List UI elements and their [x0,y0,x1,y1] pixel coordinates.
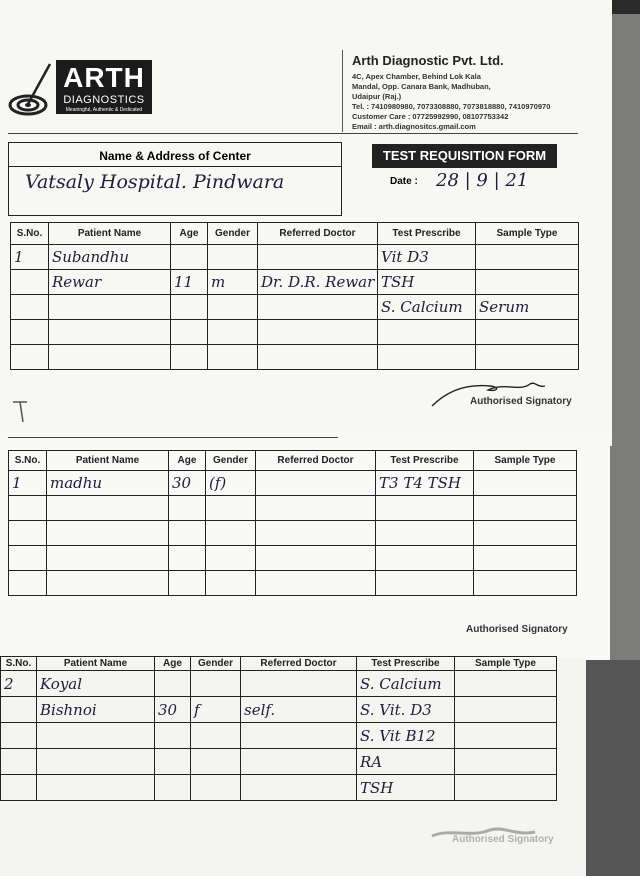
header-referred-doctor: Referred Doctor [256,451,376,471]
sheet-fold-line [8,437,338,438]
cell-test-prescribe: TSH [378,270,476,295]
cell-test-prescribe: T3 T4 TSH [376,471,474,496]
cell-test-prescribe: S. Calcium [357,671,455,697]
center-label: Name & Address of Center [99,149,251,163]
date-value: 28 | 9 | 21 [436,170,529,191]
cell-patient-name [47,546,169,571]
cell-sno: 1 [11,245,49,270]
cell-patient-name [37,749,155,775]
header-divider [342,50,343,132]
authorised-signatory-3: Authorised Signatory [452,834,554,845]
cell-gender [206,546,256,571]
table-row [9,496,577,521]
cell-age [155,749,191,775]
cell-referred-doctor [241,749,357,775]
requisition-form-sheet-1 [0,0,612,446]
table-row [9,546,577,571]
header-gender: Gender [191,657,241,671]
cell-gender [208,245,258,270]
header-test-prescribe: Test Prescribe [378,223,476,245]
cell-test-prescribe [376,521,474,546]
table-row [9,521,577,546]
cell-test-prescribe [378,320,476,345]
header-patient-name: Patient Name [47,451,169,471]
address-line: Tel. : 7410980980, 7073308880, 7073818880, 7410970970 [352,102,551,111]
cell-sno [9,571,47,596]
table-row [1,749,557,775]
table-row [11,245,579,270]
cell-sno [11,320,49,345]
cell-age [171,345,208,370]
cell-patient-name [47,571,169,596]
address-line: Email : arth.diagnositcs.gmail.com [352,122,476,131]
cell-patient-name [49,345,171,370]
cell-referred-doctor [258,295,378,320]
table-row [1,775,557,801]
cell-test-prescribe: RA [357,749,455,775]
header-patient-name: Patient Name [37,657,155,671]
center-divider [9,166,341,167]
table-row [1,697,557,723]
header-sno: S.No. [11,223,49,245]
cell-age: 30 [169,471,206,496]
cell-age [171,320,208,345]
header-rule [8,133,578,134]
cell-patient-name [37,775,155,801]
cell-test-prescribe [376,546,474,571]
cell-sample-type [476,345,579,370]
cell-referred-doctor [258,320,378,345]
cell-test-prescribe: S. Vit. D3 [357,697,455,723]
cell-sample-type [476,245,579,270]
table-row [9,571,577,596]
cell-test-prescribe: TSH [357,775,455,801]
cell-gender: (f) [206,471,256,496]
cell-sno [11,270,49,295]
cell-gender [191,775,241,801]
cell-gender: m [208,270,258,295]
cell-test-prescribe: S. Vit B12 [357,723,455,749]
cell-sno [11,345,49,370]
cell-sno [1,749,37,775]
cell-age [169,496,206,521]
cell-sample-type [455,723,557,749]
header-test-prescribe: Test Prescribe [357,657,455,671]
header-referred-doctor: Referred Doctor [258,223,378,245]
cell-sample-type [474,521,577,546]
cell-referred-doctor [258,345,378,370]
cell-sno [9,496,47,521]
cell-sample-type [455,697,557,723]
cell-patient-name: Rewar [49,270,171,295]
cell-sample-type [455,671,557,697]
cell-age [169,546,206,571]
cell-referred-doctor: Dr. D.R. Rewar [258,270,378,295]
cell-gender [191,723,241,749]
address-line: Udaipur (Raj.) [352,92,402,101]
cell-age [171,245,208,270]
cell-sno [1,723,37,749]
requisition-form-sheet-3 [0,658,586,876]
cell-test-prescribe [376,571,474,596]
address-line: Customer Care : 07725992990, 08107753342 [352,112,509,121]
cell-gender [206,521,256,546]
table-row [11,295,579,320]
cell-referred-doctor [258,245,378,270]
cell-referred-doctor [241,775,357,801]
target-logo-icon [8,60,52,120]
authorised-signatory-2: Authorised Signatory [466,624,568,635]
cell-gender: f [191,697,241,723]
table-row [1,723,557,749]
cell-age: 11 [171,270,208,295]
cell-gender [206,496,256,521]
cell-test-prescribe [378,345,476,370]
table-row [9,471,577,496]
cell-sno [11,295,49,320]
cell-age [169,571,206,596]
table-row [11,270,579,295]
cell-patient-name [49,320,171,345]
cell-sample-type [455,749,557,775]
logo-tagline: Meaningful, Authentic & Dedicated [65,107,143,113]
header-referred-doctor: Referred Doctor [241,657,357,671]
cell-age [169,521,206,546]
cell-test-prescribe: Vit D3 [378,245,476,270]
cell-sno [1,775,37,801]
cell-age [155,671,191,697]
cell-referred-doctor: self. [241,697,357,723]
cell-sample-type [474,496,577,521]
company-name: Arth Diagnostic Pvt. Ltd. [352,53,504,68]
cell-sno [9,521,47,546]
company-address [352,72,592,132]
cell-patient-name [37,723,155,749]
header-gender: Gender [206,451,256,471]
header-sno: S.No. [9,451,47,471]
center-value: Vatsaly Hospital. Pindwara [25,171,285,193]
table-header-row [9,451,577,471]
cell-gender [208,295,258,320]
table-row [11,320,579,345]
cell-referred-doctor [241,723,357,749]
cell-sno: 1 [9,471,47,496]
cell-age [155,723,191,749]
company-logo [56,60,152,114]
header-gender: Gender [208,223,258,245]
cell-sno [9,546,47,571]
header-sample-type: Sample Type [455,657,557,671]
table-row [11,345,579,370]
authorised-signatory-1: Authorised Signatory [470,396,572,407]
cell-gender [208,345,258,370]
cell-sample-type [474,471,577,496]
cell-patient-name [47,496,169,521]
cell-test-prescribe: S. Calcium [378,295,476,320]
header-age: Age [171,223,208,245]
cell-gender [191,749,241,775]
cell-sample-type [476,320,579,345]
cell-test-prescribe [376,496,474,521]
center-box [8,142,342,216]
header-test-prescribe: Test Prescribe [376,451,474,471]
table-header-row [11,223,579,245]
logo-sub-text: DIAGNOSTICS [63,94,145,106]
staple-mark-icon [10,398,30,424]
cell-gender [208,320,258,345]
cell-age: 30 [155,697,191,723]
cell-sample-type [455,775,557,801]
table-header-row [1,657,557,671]
cell-patient-name [49,295,171,320]
cell-age [155,775,191,801]
cell-patient-name: Bishnoi [37,697,155,723]
form-title: TEST REQUISITION FORM [372,144,557,168]
cell-patient-name: Subandhu [49,245,171,270]
cell-sno [1,697,37,723]
cell-referred-doctor [256,546,376,571]
cell-patient-name: Koyal [37,671,155,697]
cell-referred-doctor [256,521,376,546]
header-patient-name: Patient Name [49,223,171,245]
scan-right-edge [586,660,640,876]
requisition-form-sheet-2 [0,433,610,679]
cell-age [171,295,208,320]
cell-referred-doctor [256,496,376,521]
cell-sample-type [474,571,577,596]
patient-table-1 [10,222,579,370]
cell-gender [206,571,256,596]
address-line: Mandal, Opp. Canara Bank, Madhuban, [352,82,491,91]
cell-gender [191,671,241,697]
cell-sample-type: Serum [476,295,579,320]
header-sno: S.No. [1,657,37,671]
cell-referred-doctor [241,671,357,697]
cell-sample-type [474,546,577,571]
date-label: Date : [390,176,418,187]
cell-sno: 2 [1,671,37,697]
patient-table-2 [8,450,577,596]
header-sample-type: Sample Type [474,451,577,471]
cell-patient-name [47,521,169,546]
logo-main-text: ARTH [63,62,145,93]
header-sample-type: Sample Type [476,223,579,245]
header-age: Age [169,451,206,471]
cell-referred-doctor [256,571,376,596]
cell-patient-name: madhu [47,471,169,496]
patient-table-3 [0,656,557,801]
table-row [1,671,557,697]
address-line: 4C, Apex Chamber, Behind Lok Kala [352,72,481,81]
header-age: Age [155,657,191,671]
cell-referred-doctor [256,471,376,496]
cell-sample-type [476,270,579,295]
